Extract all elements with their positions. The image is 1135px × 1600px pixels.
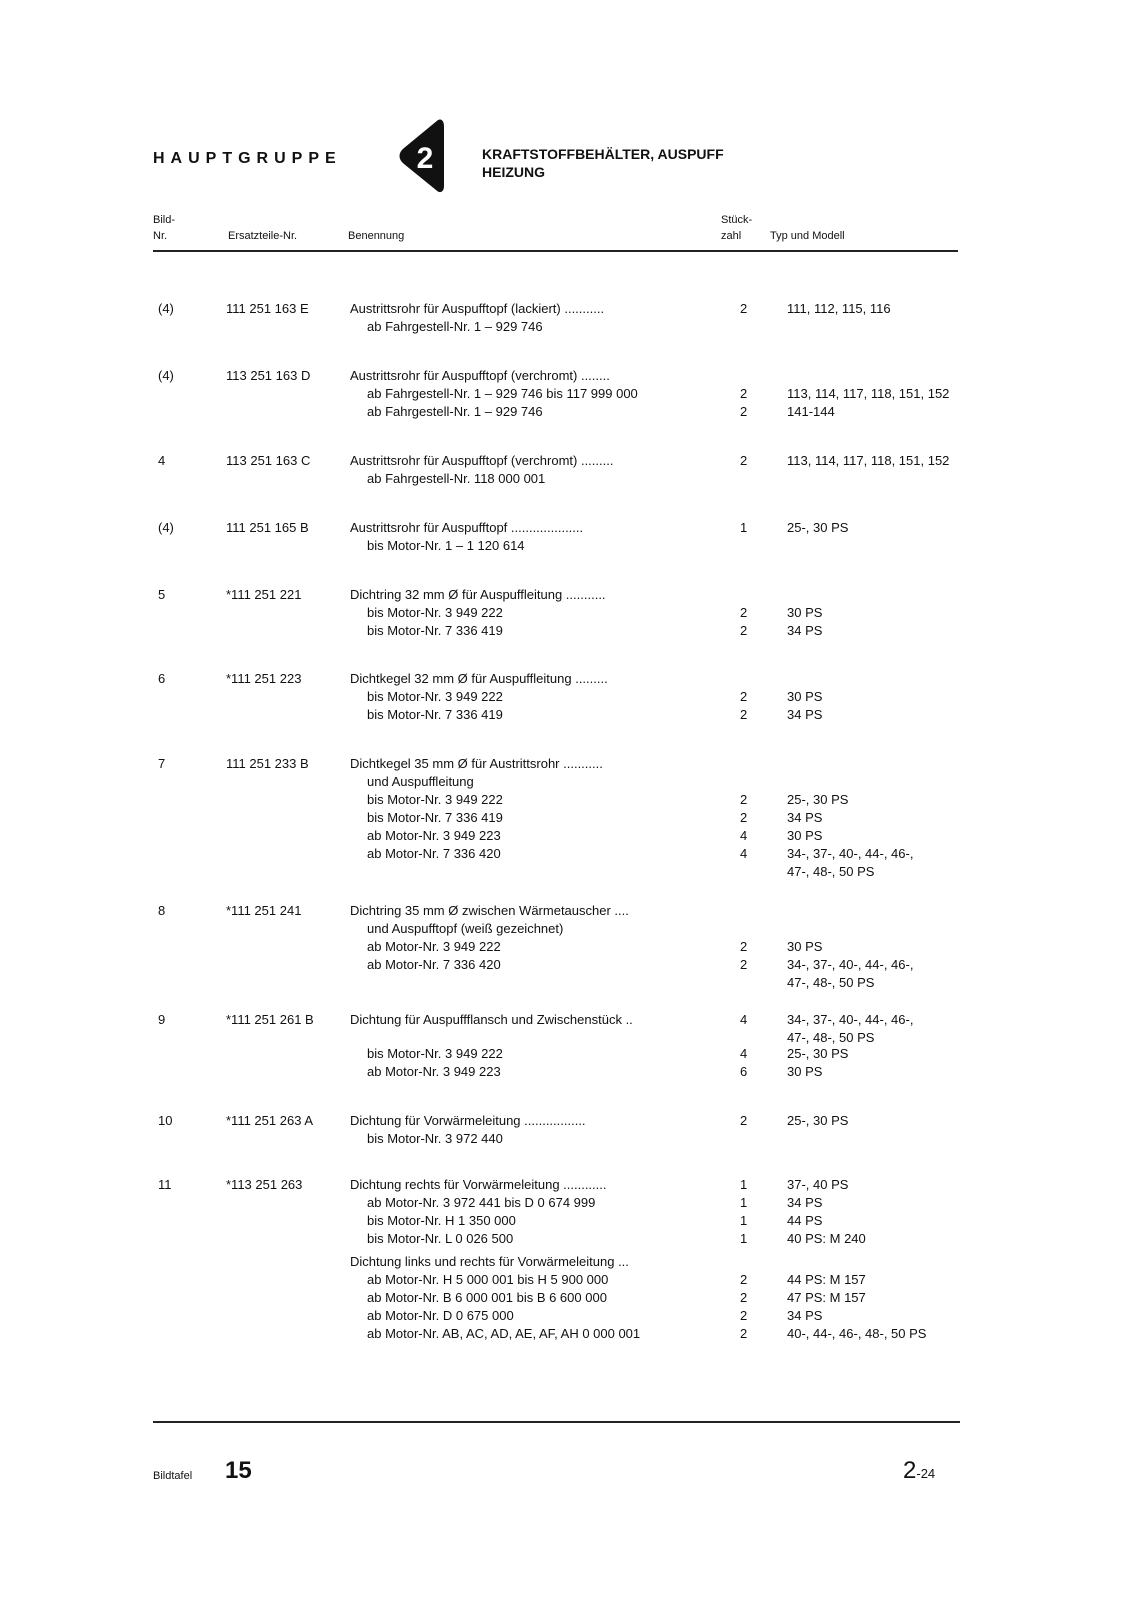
row-quantity: 1: [740, 1213, 748, 1228]
row-bild-nr: 4: [158, 453, 166, 468]
row-type-model: 25-, 30 PS: [787, 792, 849, 807]
row-type-model: 34 PS: [787, 1308, 823, 1323]
row-quantity: 2: [740, 689, 748, 704]
bildtafel-number: 15: [225, 1457, 252, 1484]
row-sub-description: und Auspufftopf (weiß gezeichnet): [367, 921, 564, 936]
row-sub-description: ab Fahrgestell-Nr. 1 – 929 746 bis 117 999 000: [367, 386, 638, 401]
row-sub-description: bis Motor-Nr. H 1 350 000: [367, 1213, 516, 1228]
row-sub-description: bis Motor-Nr. 3 949 222: [367, 689, 503, 704]
row-quantity: 2: [740, 810, 748, 825]
col-header-bild-line2: Nr.: [153, 230, 168, 242]
row-description: Austrittsrohr für Auspufftopf (lackiert) ...........: [350, 301, 605, 316]
row-quantity: 2: [740, 301, 748, 316]
row-description: Dichtung rechts für Vorwärmeleitung ............: [350, 1177, 607, 1192]
row-part-number: 111 251 165 B: [226, 520, 309, 535]
row-sub-description: bis Motor-Nr. 7 336 419: [367, 707, 503, 722]
footer-rule: [153, 1421, 960, 1423]
row-quantity: 2: [740, 623, 748, 638]
row-sub-description: bis Motor-Nr. 7 336 419: [367, 810, 503, 825]
row-type-model: 25-, 30 PS: [787, 1113, 849, 1128]
row-quantity: 4: [740, 1012, 748, 1027]
row-part-number: *111 251 261 B: [226, 1012, 314, 1027]
row-type-model: 34 PS: [787, 1195, 823, 1210]
row-part-number: 113 251 163 C: [226, 453, 311, 468]
row-sub-description: bis Motor-Nr. L 0 026 500: [367, 1231, 514, 1246]
row-type-model: 30 PS: [787, 689, 823, 704]
row-part-number: 111 251 163 E: [226, 301, 309, 316]
row-quantity: 4: [740, 828, 748, 843]
row-sub-description: ab Motor-Nr. B 6 000 001 bis B 6 600 000: [367, 1290, 607, 1305]
col-header-stueck-line1: Stück-: [721, 214, 753, 226]
section-title-line1: KRAFTSTOFFBEHÄLTER, AUSPUFF: [482, 146, 724, 162]
row-description: Austrittsrohr für Auspufftopf (verchromt) ........: [350, 368, 610, 383]
row-quantity: 1: [740, 520, 748, 535]
row-type-model: 34-, 37-, 40-, 44-, 46-,: [787, 846, 914, 861]
row-sub-description: bis Motor-Nr. 3 949 222: [367, 605, 503, 620]
row-sub-description: bis Motor-Nr. 1 – 1 120 614: [367, 538, 525, 553]
row-quantity: 2: [740, 1326, 748, 1341]
row-part-number: *111 251 241: [226, 903, 302, 918]
col-header-stueck-line2: zahl: [721, 230, 742, 242]
row-quantity: 2: [740, 1113, 748, 1128]
col-header-benennung: Benennung: [348, 230, 405, 242]
row-type-model: 34 PS: [787, 810, 823, 825]
row-type-model: 141-144: [787, 404, 835, 419]
page-number-main: 2: [903, 1457, 917, 1484]
row-quantity: 2: [740, 453, 748, 468]
row-quantity: 2: [740, 1272, 748, 1287]
row-sub-description: ab Motor-Nr. 7 336 420: [367, 957, 501, 972]
row-type-model: 47-, 48-, 50 PS: [787, 975, 875, 990]
row-type-model: 111, 112, 115, 116: [787, 301, 891, 316]
row-quantity: 1: [740, 1177, 748, 1192]
row-type-model: 34-, 37-, 40-, 44-, 46-,: [787, 1012, 914, 1027]
row-type-model: 30 PS: [787, 939, 823, 954]
row-sub-description: ab Fahrgestell-Nr. 118 000 001: [367, 471, 546, 486]
row-part-number: 113 251 163 D: [226, 368, 311, 383]
row-quantity: 1: [740, 1195, 748, 1210]
row-quantity: 2: [740, 605, 748, 620]
row-sub-description: und Auspuffleitung: [367, 774, 474, 789]
row-bild-nr: 10: [158, 1113, 173, 1128]
col-header-bild: [153, 212, 175, 244]
row-type-model: 44 PS: M 157: [787, 1272, 866, 1287]
row-quantity: 2: [740, 386, 748, 401]
row-type-model: 30 PS: [787, 605, 823, 620]
row-type-model: 37-, 40 PS: [787, 1177, 849, 1192]
row-sub-description: ab Motor-Nr. 3 949 223: [367, 1064, 501, 1079]
row-type-model: 40 PS: M 240: [787, 1231, 866, 1246]
row-type-model: 34-, 37-, 40-, 44-, 46-,: [787, 957, 914, 972]
row-type-model: 113, 114, 117, 118, 151, 152: [787, 453, 950, 468]
row-bild-nr: 5: [158, 587, 166, 602]
row-bild-nr: 11: [158, 1177, 172, 1192]
row-bild-nr: 8: [158, 903, 166, 918]
row-type-model: 40-, 44-, 46-, 48-, 50 PS: [787, 1326, 927, 1341]
row-sub-description: bis Motor-Nr. 3 949 222: [367, 792, 503, 807]
col-header-stueck: [721, 212, 752, 244]
row-quantity: 2: [740, 939, 748, 954]
row-sub-description: ab Motor-Nr. AB, AC, AD, AE, AF, AH 0 000 001: [367, 1326, 641, 1341]
group-number: 2: [416, 142, 434, 175]
row-quantity: 6: [740, 1064, 748, 1079]
row-part-number: *111 251 263 A: [226, 1113, 313, 1128]
bildtafel-label: Bildtafel: [153, 1470, 193, 1482]
row-quantity: 2: [740, 707, 748, 722]
row-part-number: 111 251 233 B: [226, 756, 309, 771]
row-quantity: 4: [740, 846, 748, 861]
row-sub-description: bis Motor-Nr. 3 972 440: [367, 1131, 503, 1146]
row-sub-description: ab Motor-Nr. 3 972 441 bis D 0 674 999: [367, 1195, 596, 1210]
row-bild-nr: 7: [158, 756, 166, 771]
col-header-bild-line1: Bild-: [153, 214, 176, 226]
row-description: Austrittsrohr für Auspufftopf (verchromt) .........: [350, 453, 614, 468]
row-description: Dichtkegel 32 mm Ø für Auspuffleitung .........: [350, 671, 608, 686]
row-type-model: 30 PS: [787, 828, 823, 843]
row-sub-description: ab Motor-Nr. 3 949 223: [367, 828, 501, 843]
row-type-model: 34 PS: [787, 623, 823, 638]
row-description: Dichtkegel 35 mm Ø für Austrittsrohr ...........: [350, 756, 603, 771]
row-quantity: 1: [740, 1231, 748, 1246]
row-quantity: 2: [740, 957, 748, 972]
row-type-model: 44 PS: [787, 1213, 823, 1228]
row-type-model: 47 PS: M 157: [787, 1290, 866, 1305]
row-sub-description: ab Motor-Nr. 7 336 420: [367, 846, 501, 861]
row-bild-nr: (4): [158, 368, 174, 383]
row-part-number: *113 251 263: [226, 1177, 303, 1192]
row-type-model: 34 PS: [787, 707, 823, 722]
row-quantity: 2: [740, 404, 748, 419]
row-bild-nr: (4): [158, 301, 174, 316]
col-header-ersatzteile: Ersatzteile-Nr.: [228, 230, 298, 242]
row-bild-nr: 6: [158, 671, 166, 686]
section-title-line2: HEIZUNG: [482, 164, 545, 180]
group-number-badge: [398, 118, 446, 194]
row-quantity: 2: [740, 1308, 748, 1323]
row-part-number: *111 251 223: [226, 671, 302, 686]
row-sub-description: ab Motor-Nr. D 0 675 000: [367, 1308, 514, 1323]
row-bild-nr: 9: [158, 1012, 166, 1027]
row-type-model: 113, 114, 117, 118, 151, 152: [787, 386, 950, 401]
row-sub-description: ab Motor-Nr. 3 949 222: [367, 939, 501, 954]
row-quantity: 2: [740, 1290, 748, 1305]
row-description: Austrittsrohr für Auspufftopf ....................: [350, 520, 584, 535]
row-type-model: 47-, 48-, 50 PS: [787, 864, 875, 879]
row-sub-description: ab Fahrgestell-Nr. 1 – 929 746: [367, 319, 543, 334]
row-type-model: 30 PS: [787, 1064, 823, 1079]
row-sub-description: bis Motor-Nr. 3 949 222: [367, 1046, 503, 1061]
row-sub-description: ab Motor-Nr. H 5 000 001 bis H 5 900 000: [367, 1272, 609, 1287]
row-description: Dichtring 35 mm Ø zwischen Wärmetauscher ....: [350, 903, 629, 918]
section-title: [482, 145, 724, 181]
row-type-model: 47-, 48-, 50 PS: [787, 1030, 875, 1045]
group-label: HAUPTGRUPPE: [153, 150, 342, 167]
row-quantity: 2: [740, 792, 748, 807]
row-bild-nr: (4): [158, 520, 174, 535]
row-description: Dichtring 32 mm Ø für Auspuffleitung ...........: [350, 587, 606, 602]
page-number: [903, 1457, 935, 1485]
row-sub-description: bis Motor-Nr. 7 336 419: [367, 623, 503, 638]
row-sub-description: ab Fahrgestell-Nr. 1 – 929 746: [367, 404, 543, 419]
col-header-typ: Typ und Modell: [770, 230, 845, 242]
row-type-model: 25-, 30 PS: [787, 1046, 849, 1061]
header-rule: [153, 250, 958, 252]
row-description: Dichtung für Auspuffflansch und Zwischenstück ..: [350, 1012, 633, 1027]
row-description: Dichtung links und rechts für Vorwärmeleitung ...: [350, 1254, 629, 1269]
row-type-model: 25-, 30 PS: [787, 520, 849, 535]
row-part-number: *111 251 221: [226, 587, 302, 602]
row-description: Dichtung für Vorwärmeleitung .................: [350, 1113, 586, 1128]
page-number-sub: -24: [916, 1466, 936, 1481]
row-quantity: 4: [740, 1046, 748, 1061]
